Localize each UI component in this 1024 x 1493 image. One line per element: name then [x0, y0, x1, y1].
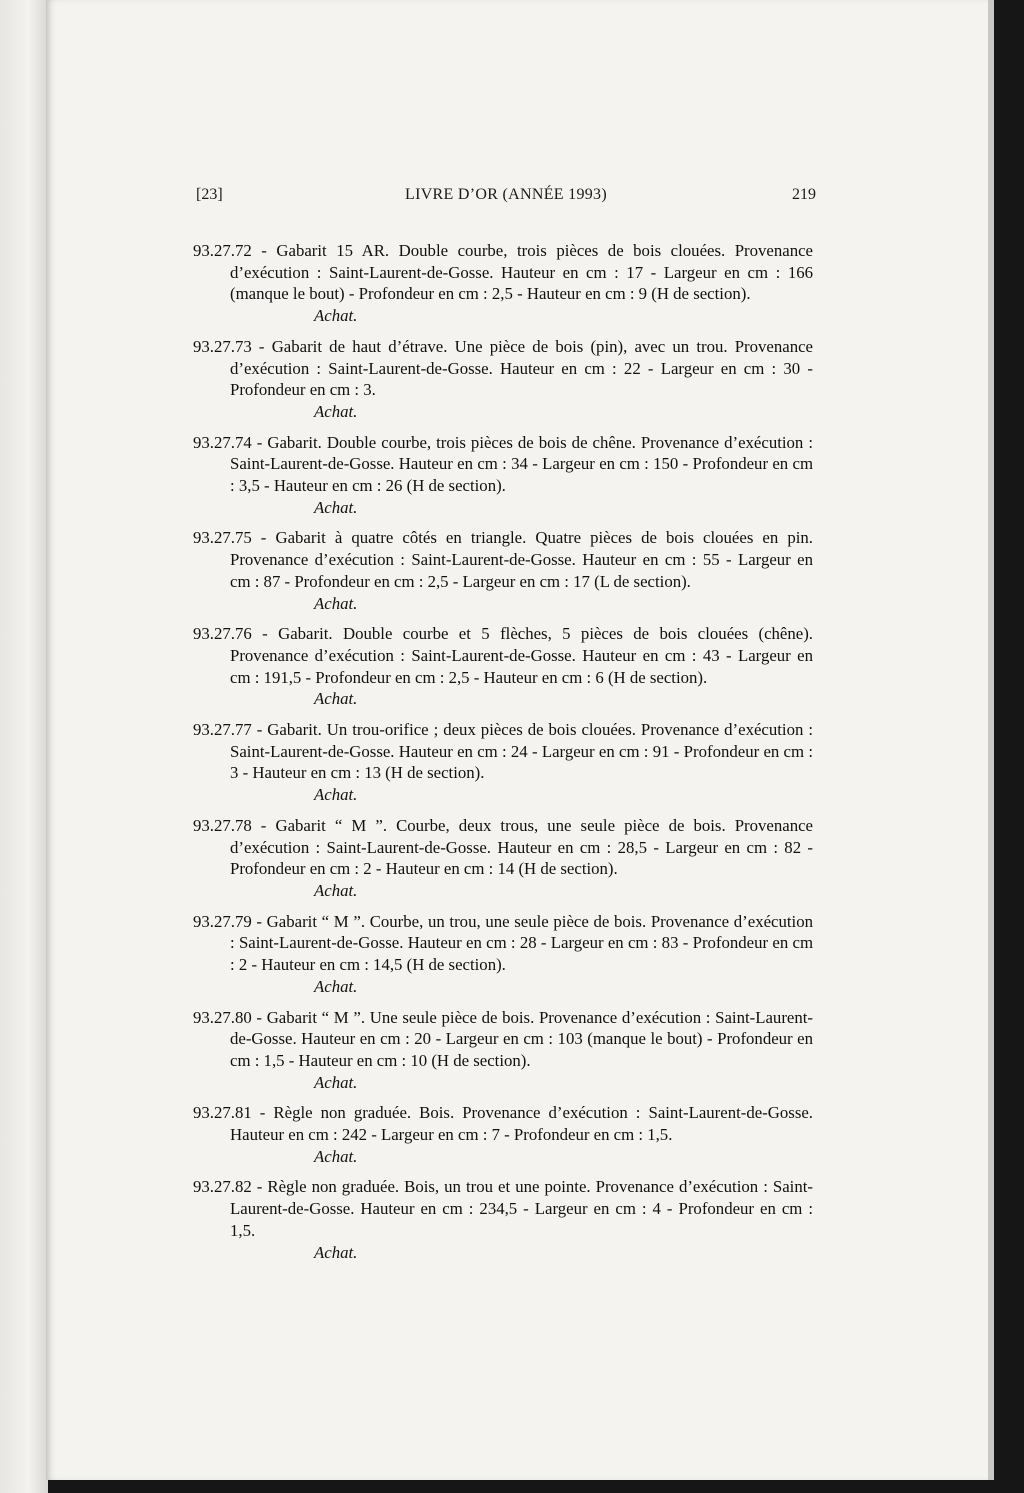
catalogue-entry: [193, 719, 813, 806]
entry-number: 93.27.80: [193, 1007, 252, 1027]
entry-text: 93.27.82 - Règle non graduée. Bois, un trou et une pointe. Provenance d’exécution : Saint-Laurent-de-Gosse. Hauteur en cm : 234,5 - Largeur en cm : 4 - Profondeur en cm : 1,5.: [193, 1177, 813, 1240]
running-title: LIVRE D’OR (ANNÉE 1993): [405, 186, 607, 203]
entry-description: Gabarit “ M ”. Courbe, un trou, une seule pièce de bois. Provenance d’exécution : Saint-Laurent-de-Gosse. Hauteur en cm : 28 - Largeur en cm : 83 - Profondeur en cm : 2 - Hauteur en cm : 14,5 (H de section).: [230, 911, 813, 975]
entry-number: 93.27.79: [193, 911, 252, 931]
catalogue-entry: [193, 911, 813, 998]
catalogue-entry: [193, 623, 813, 710]
entry-description: Gabarit. Un trou-orifice ; deux pièces de bois clouées. Provenance d’exécution : Saint-Laurent-de-Gosse. Hauteur en cm : 24 - Largeur en cm : 91 - Profondeur en cm : 3 - Hauteur en cm : 13 (H de section).: [230, 720, 813, 783]
catalogue-entry: [193, 1007, 813, 1094]
catalogue-entry: [193, 1102, 813, 1167]
section-number: [23]: [196, 186, 223, 203]
entry-text: 93.27.81 - Règle non graduée. Bois. Provenance d’exécution : Saint-Laurent-de-Gosse. Hauteur en cm : 242 - Largeur en cm : 7 - Profondeur en cm : 1,5.: [193, 1103, 813, 1145]
entry-description: Gabarit “ M ”. Une seule pièce de bois. Provenance d’exécution : Saint-Laurent-de-Gosse. Hauteur en cm : 20 - Largeur en cm : 103 (manque le bout) - Profondeur en cm : 1,5 - Hauteur en cm : 10 (H de section).: [230, 1007, 813, 1070]
entry-text: 93.27.72 - Gabarit 15 AR. Double courbe, trois pièces de bois clouées. Provenance d’exécution : Saint-Laurent-de-Gosse. Hauteur en cm : 17 - Largeur en cm : 166 (manque le bout) - Profondeur en cm : 2,5 - Hauteur en cm : 9 (H de section).: [193, 241, 813, 304]
entry-text: 93.27.75 - Gabarit à quatre côtés en triangle. Quatre pièces de bois clouées en pin. Provenance d’exécution : Saint-Laurent-de-Gosse. Hauteur en cm : 55 - Largeur en cm : 87 - Profondeur en cm : 2,5 - Largeur en cm : 17 (L de section).: [193, 528, 813, 591]
entry-text: 93.27.80 - Gabarit “ M ”. Une seule pièce de bois. Provenance d’exécution : Saint-Laurent-de-Gosse. Hauteur en cm : 20 - Largeur en cm : 103 (manque le bout) - Profondeur en cm : 1,5 - Hauteur en cm : 10 (H de section).: [193, 1007, 813, 1070]
entry-number: 93.27.73: [193, 336, 252, 356]
entry-number: 93.27.81: [193, 1103, 252, 1123]
entry-number: 93.27.75: [193, 528, 252, 548]
entry-description: Gabarit 15 AR. Double courbe, trois pièces de bois clouées. Provenance d’exécution : Saint-Laurent-de-Gosse. Hauteur en cm : 17 - Largeur en cm : 166 (manque le bout) - Profondeur en cm : 2,5 - Hauteur en cm : 9 (H de section).: [230, 241, 813, 304]
page-number: 219: [792, 186, 816, 203]
entry-description: Gabarit de haut d’étrave. Une pièce de bois (pin), avec un trou. Provenance d’exécution : Saint-Laurent-de-Gosse. Hauteur en cm : 22 - Largeur en cm : 30 - Profondeur en cm : 3.: [230, 336, 814, 400]
entry-acquisition: Achat.: [314, 1242, 358, 1262]
entry-number: 93.27.74: [193, 432, 252, 452]
entry-acquisition: Achat.: [314, 880, 358, 900]
entry-acquisition: Achat.: [314, 593, 358, 613]
entry-description: Gabarit. Double courbe, trois pièces de bois de chêne. Provenance d’exécution : Saint-Laurent-de-Gosse. Hauteur en cm : 34 - Largeur en cm : 150 - Profondeur en cm : 3,5 - Hauteur en cm : 26 (H de section).: [230, 432, 813, 496]
entry-description: Gabarit à quatre côtés en triangle. Quatre pièces de bois clouées en pin. Provenance d’exécution : Saint-Laurent-de-Gosse. Hauteur en cm : 55 - Largeur en cm : 87 - Profondeur en cm : 2,5 - Largeur en cm : 17 (L de section).: [230, 528, 813, 591]
entry-description: Règle non graduée. Bois, un trou et une pointe. Provenance d’exécution : Saint-Laurent-de-Gosse. Hauteur en cm : 234,5 - Largeur en cm : 4 - Profondeur en cm : 1,5.: [230, 1177, 813, 1240]
entry-number: 93.27.78: [193, 815, 252, 835]
entry-acquisition: Achat.: [314, 497, 358, 517]
entry-number: 93.27.82: [193, 1177, 252, 1197]
entry-acquisition: Achat.: [314, 306, 358, 326]
entry-number: 93.27.77: [193, 720, 252, 740]
entry-text: 93.27.78 - Gabarit “ M ”. Courbe, deux trous, une seule pièce de bois. Provenance d’exécution : Saint-Laurent-de-Gosse. Hauteur en cm : 28,5 - Largeur en cm : 82 - Profondeur en cm : 2 - Hauteur en cm : 14 (H de section).: [193, 815, 813, 879]
entry-text: 93.27.74 - Gabarit. Double courbe, trois pièces de bois de chêne. Provenance d’exécution : Saint-Laurent-de-Gosse. Hauteur en cm : 34 - Largeur en cm : 150 - Profondeur en cm : 3,5 - Hauteur en cm : 26 (H de section).: [193, 432, 813, 496]
entry-acquisition: Achat.: [314, 1072, 358, 1092]
entry-text: 93.27.76 - Gabarit. Double courbe et 5 flèches, 5 pièces de bois clouées (chêne). Provenance d’exécution : Saint-Laurent-de-Gosse. Hauteur en cm : 43 - Largeur en cm : 191,5 - Profondeur en cm : 2,5 - Hauteur en cm : 6 (H de section).: [193, 624, 814, 687]
entry-text: 93.27.79 - Gabarit “ M ”. Courbe, un trou, une seule pièce de bois. Provenance d’exécution : Saint-Laurent-de-Gosse. Hauteur en cm : 28 - Largeur en cm : 83 - Profondeur en cm : 2 - Hauteur en cm : 14,5 (H de section).: [193, 911, 813, 975]
entry-acquisition: Achat.: [314, 689, 358, 709]
entry-acquisition: Achat.: [314, 1146, 358, 1166]
entry-description: Gabarit. Double courbe et 5 flèches, 5 pièces de bois clouées (chêne). Provenance d’exécution : Saint-Laurent-de-Gosse. Hauteur en cm : 43 - Largeur en cm : 191,5 - Profondeur en cm : 2,5 - Hauteur en cm : 6 (H de section).: [230, 624, 814, 687]
catalogue-entry: [193, 1176, 813, 1263]
catalogue-entry: [193, 527, 813, 614]
entry-acquisition: Achat.: [314, 976, 358, 996]
entry-number: 93.27.72: [193, 241, 252, 260]
entry-text: 93.27.73 - Gabarit de haut d’étrave. Une pièce de bois (pin), avec un trou. Provenance d’exécution : Saint-Laurent-de-Gosse. Hauteur en cm : 22 - Largeur en cm : 30 - Profondeur en cm : 3.: [193, 336, 814, 400]
entry-description: Gabarit “ M ”. Courbe, deux trous, une seule pièce de bois. Provenance d’exécution : Saint-Laurent-de-Gosse. Hauteur en cm : 28,5 - Largeur en cm : 82 - Profondeur en cm : 2 - Hauteur en cm : 14 (H de section).: [230, 815, 813, 879]
catalogue-entries: [193, 240, 813, 1272]
catalogue-entry: [193, 815, 813, 902]
entry-acquisition: Achat.: [314, 785, 358, 805]
entry-acquisition: Achat.: [314, 401, 358, 421]
running-header: [196, 186, 816, 208]
entry-description: Règle non graduée. Bois. Provenance d’exécution : Saint-Laurent-de-Gosse. Hauteur en cm : 242 - Largeur en cm : 7 - Profondeur en cm : 1,5.: [230, 1103, 813, 1145]
catalogue-entry: [193, 336, 813, 423]
catalogue-entry: [193, 240, 813, 327]
page-edge: [988, 0, 994, 1480]
entry-number: 93.27.76: [193, 624, 252, 644]
catalogue-entry: [193, 432, 813, 519]
entry-text: 93.27.77 - Gabarit. Un trou-orifice ; deux pièces de bois clouées. Provenance d’exécution : Saint-Laurent-de-Gosse. Hauteur en cm : 24 - Largeur en cm : 91 - Profondeur en cm : 3 - Hauteur en cm : 13 (H de section).: [193, 720, 813, 783]
book-gutter: [0, 0, 48, 1493]
